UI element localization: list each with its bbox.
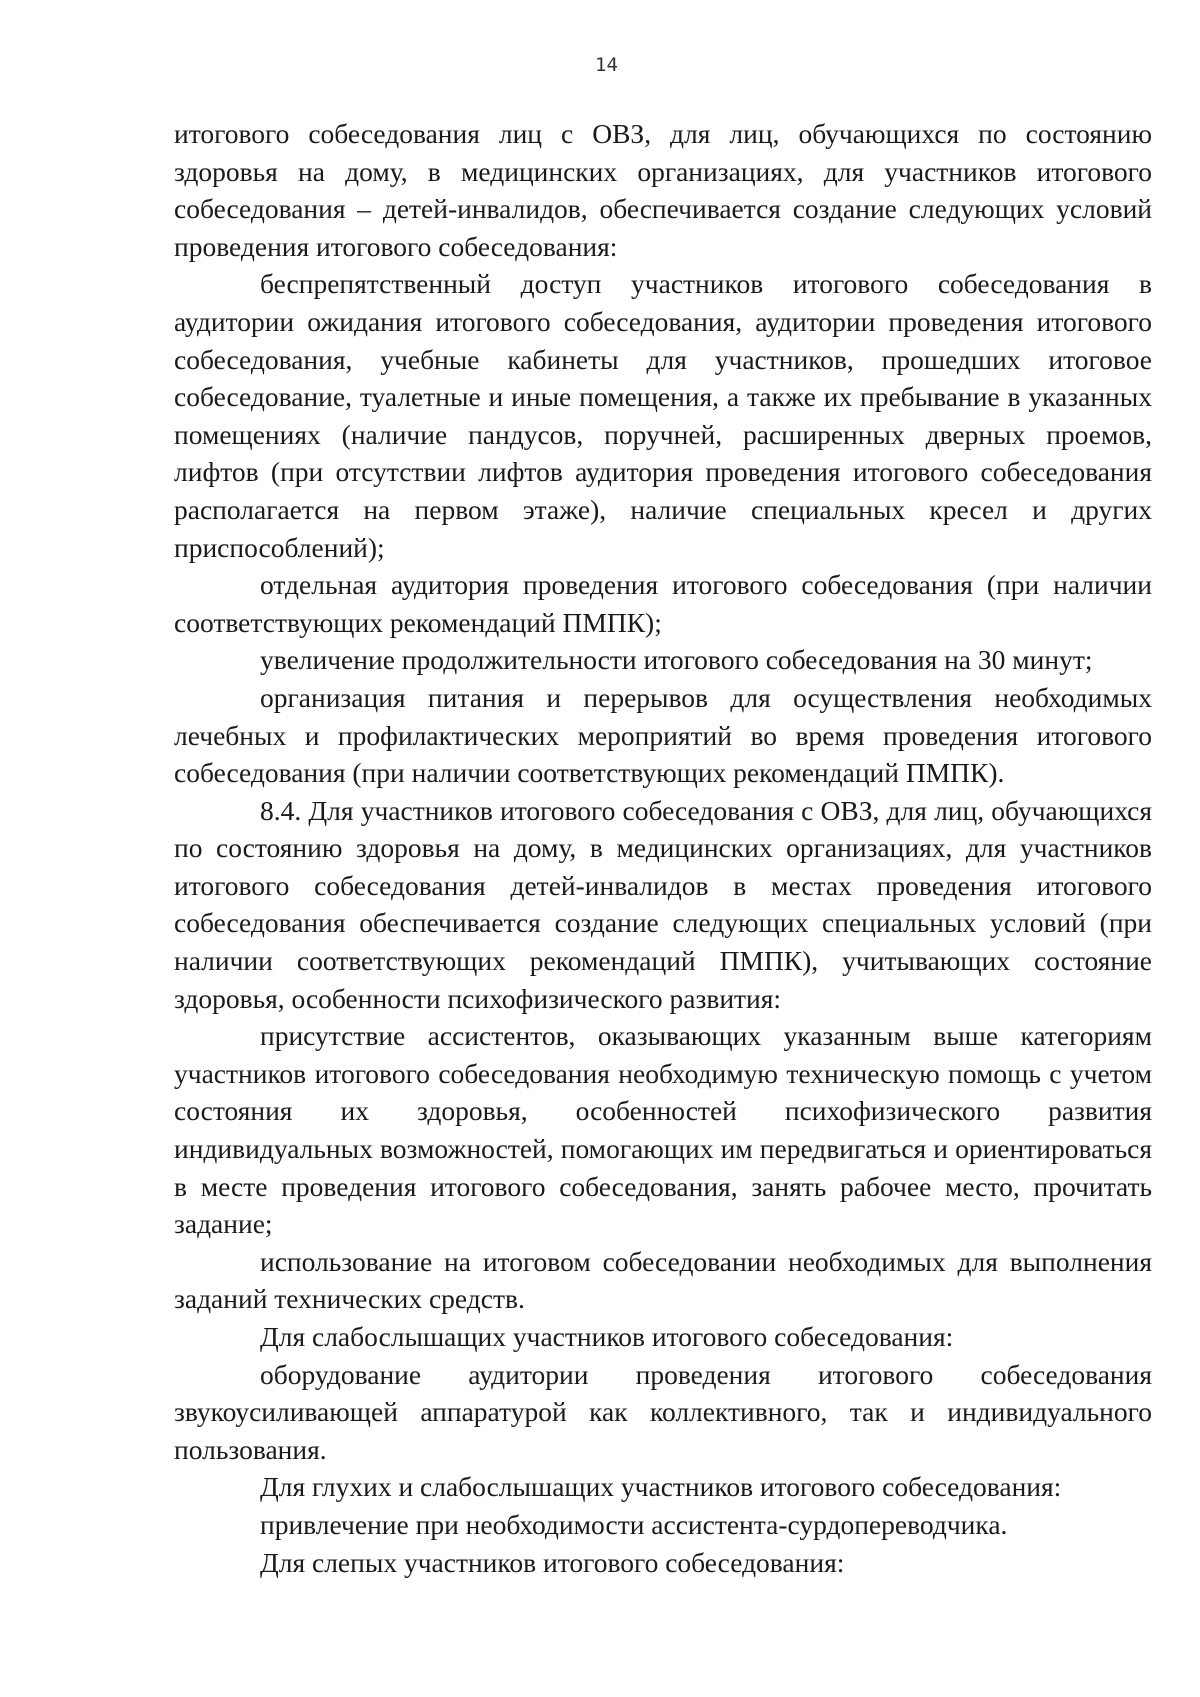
paragraph-deaf-heading: Для глухих и слабослышащих участников итогового собеседования:: [260, 1471, 1062, 1503]
page-number: 14: [595, 54, 618, 76]
paragraph-assistants: присутствие ассистентов, оказывающих указанным выше категориям участников итогового собеседования необходимую техническую помощь с учетом состояния их здоровья, особенностей психофизического развития индивидуальных возможностей, помогающих им передвигаться и ориентироваться в месте проведения итогового собеседования, занять рабочее место, прочитать задание;: [174, 1020, 1152, 1240]
paragraph-sign-interpreter: привлечение при необходимости ассистента-сурдопереводчика.: [260, 1508, 1008, 1540]
document-body: [174, 115, 1152, 1581]
paragraph-continuation: итогового собеседования лиц с ОВЗ, для лиц, обучающихся по состоянию здоровья на дому, в медицинских организациях, для участников итогового собеседования – детей-инвалидов, обеспечивается создание следующих условий проведения итогового собеседования:: [174, 118, 1152, 262]
paragraph-technical-means: использование на итоговом собеседовании необходимых для выполнения заданий технических средств.: [174, 1245, 1152, 1315]
paragraph-section-8-4: 8.4. Для участников итогового собеседования с ОВЗ, для лиц, обучающихся по состоянию здоровья на дому, в медицинских организациях, для участников итогового собеседования детей-инвалидов в местах проведения итогового собеседования обеспечивается создание следующих специальных условий (при наличии соответствующих рекомендаций ПМПК), учитывающих состояние здоровья, особенности психофизического развития:: [174, 794, 1152, 1014]
paragraph-extended-duration: увеличение продолжительности итогового собеседования на 30 минут;: [260, 644, 1093, 676]
paragraph-meals-and-breaks: организация питания и перерывов для осуществления необходимых лечебных и профилактических мероприятий во время проведения итогового собеседования (при наличии соответствующих рекомендаций ПМПК).: [174, 681, 1152, 789]
paragraph-unobstructed-access: беспрепятственный доступ участников итогового собеседования в аудитории ожидания итогового собеседования, аудитории проведения итогового собеседования, учебные кабинеты для участников, прошедших итоговое собеседование, туалетные и иные помещения, а также их пребывание в указанных помещениях (наличие пандусов, поручней, расширенных дверных проемов, лифтов (при отсутствии лифтов аудитория проведения итогового собеседования располагается на первом этаже), наличие специальных кресел и других приспособлений);: [174, 268, 1152, 563]
paragraph-blind-heading: Для слепых участников итогового собеседования:: [260, 1546, 845, 1578]
paragraph-separate-room: отдельная аудитория проведения итогового собеседования (при наличии соответствующих рекомендаций ПМПК);: [174, 569, 1152, 638]
paragraph-hard-of-hearing-heading: Для слабослышащих участников итогового собеседования:: [260, 1321, 954, 1352]
paragraph-sound-equipment: оборудование аудитории проведения итогового собеседования звукоусиливающей аппаратурой как коллективного, так и индивидуального пользования.: [174, 1358, 1152, 1465]
